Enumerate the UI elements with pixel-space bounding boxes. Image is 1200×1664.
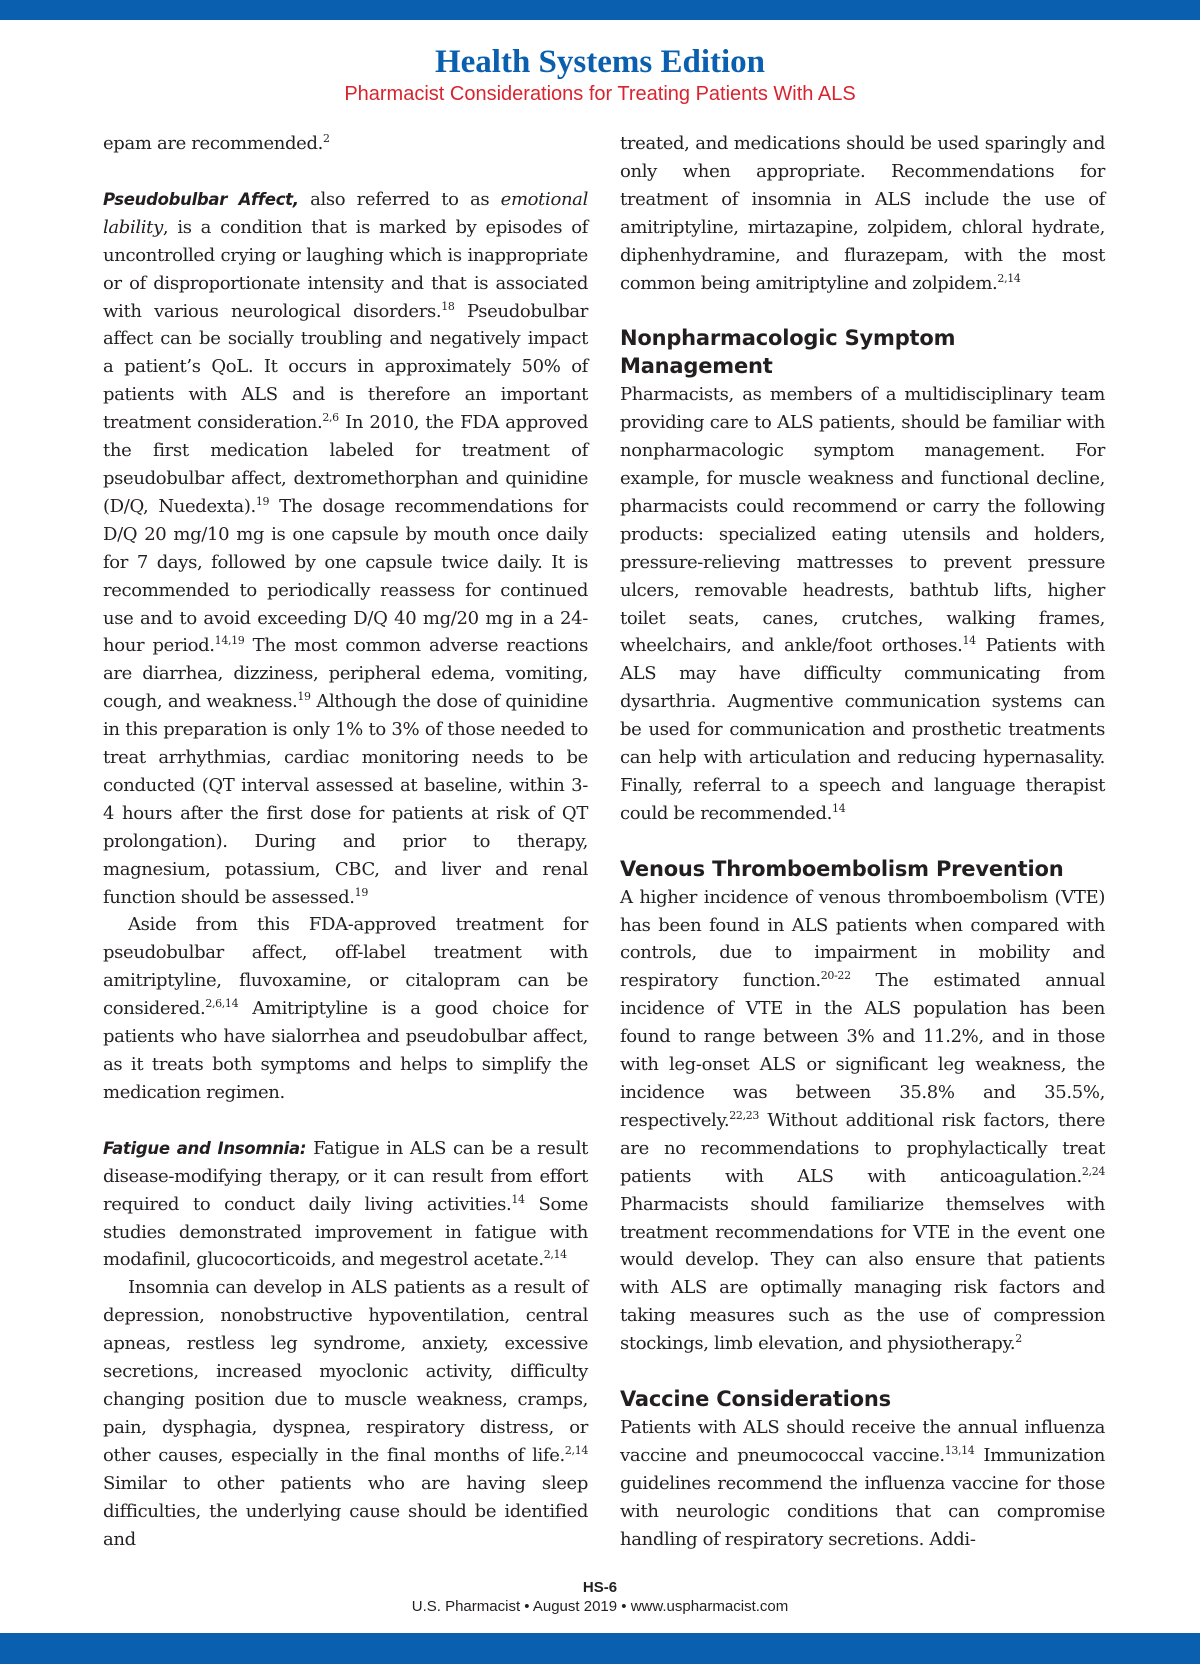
runin-heading-fatigue: Fatigue and Insomnia: — [103, 1138, 307, 1158]
page-footer — [0, 1578, 1200, 1616]
masthead — [0, 42, 1200, 106]
right-column — [620, 130, 1105, 1554]
paragraph-insomnia-continued: treated, and medications should be used sparingly and only when appropriate. Recommendations for treatment of insomnia in ALS include the use of amitriptyline, mirtazapine, zolpidem, chloral hydrate, diphenhydramine, and flurazepam, with the most common being amitriptyline and zolpidem.$^{2,14}$ — [620, 133, 1105, 294]
heading-vte-prevention: Venous Thromboembolism Prevention — [620, 856, 1064, 881]
heading-vaccine: Vaccine Considerations — [620, 1387, 891, 1412]
paragraph-continuation: epam are recommended.$^2$ — [103, 132, 330, 154]
paragraph-pseudobulbar-affect: Pseudobulbar Affect, also referred to as emotional lability, is a condition that is marked by episodes of uncontrolled crying or laughing which is inappropriate or of disproportionate intensity and that is associated with various neurological disorders.$^{18}$ Pseudobulbar affect can be socially troubling and negatively impact a patient’s QoL. It occurs in approximately 50% of patients with ALS and is therefore an important treatment consideration.$^{2,6}$ In 2010, the FDA approved the first medication labeled for treatment of pseudobulbar affect, dextromethorphan and quinidine (D/Q, Nuedexta).$^{19}$ The dosage recommendations for D/Q 20 mg/10 mg is one capsule by mouth once daily for 7 days, followed by one capsule twice daily. It is recommended to periodically reassess for continued use and to avoid exceeding D/Q 40 mg/20 mg in a 24-hour period.$^{14,19}$ The most common adverse reactions are diarrhea, dizziness, peripheral edema, vomiting, cough, and weakness.$^{19}$ Although the dose of quinidine in this preparation is only 1% to 3% of those needed to treat arrhythmias, cardiac monitoring needs to be conducted (QT interval assessed at baseline, within 3-4 hours after the first dose for patients at risk of QT prolongation). During and prior to therapy, magnesium, potassium, CBC, and liver and renal function should be assessed.$^{19}$ — [103, 188, 589, 908]
heading-nonpharmacologic: Nonpharmacologic Symptom Management — [620, 326, 956, 379]
paragraph-nonpharmacologic: Pharmacists, as members of a multidisciplinary team providing care to ALS patients, should be familiar with nonpharmacologic symptom management. For example, for muscle weakness and functional decline, pharmacists could recommend or carry the following products: specialized eating utensils and holders, pressure-relieving mattresses to prevent pressure ulcers, removable headrests, bathtub lifts, higher toilet seats, canes, crutches, walking frames, wheelchairs, and ankle/foot orthoses.$^{14}$ Patients with ALS may have difficulty communicating from dysarthria. Augmentive communication systems can be used for communication and prosthetic treatments can help with articulation and reducing hypernasality. Finally, referral to a speech and language therapist could be recommended.$^{14}$ — [620, 384, 1106, 824]
edition-title: Health Systems Edition — [434, 44, 766, 80]
paragraph-vaccine: Patients with ALS should receive the annual influenza vaccine and pneumococcal vaccine.$^{13,14}$ Immunization guidelines recommend the influenza vaccine for those with neurologic conditions that can compromise handling of respiratory secretions. Addi- — [620, 1416, 1105, 1550]
top-color-bar — [0, 0, 1200, 20]
runin-heading-pseudobulbar: Pseudobulbar Affect, — [103, 189, 299, 209]
publication-line: U.S. Pharmacist • August 2019 • www.uspharmacist.com — [411, 1598, 789, 1615]
paragraph-off-label: Aside from this FDA-approved treatment for pseudobulbar affect, off-label treatment with amitriptyline, fluvoxamine, or citalopram can be considered.$^{2,6,14}$ Amitriptyline is a good choice for patients who have sialorrhea and pseudobulbar affect, as it treats both symptoms and helps to simplify the medication regimen. — [103, 914, 588, 1103]
article-subtitle: Pharmacist Considerations for Treating Patients With ALS — [344, 83, 856, 105]
paragraph-vte: A higher incidence of venous thromboembolism (VTE) has been found in ALS patients when compared with controls, due to impairment in mobility and respiratory function.$^{20-22}$ The estimated annual incidence of VTE in the ALS population has been found to range between 3% and 11.2%, and in those with leg-onset ALS or significant leg weakness, the incidence was between 35.8% and 35.5%, respectively.$^{22,23}$ Without additional risk factors, there are no recommendations to prophylactically treat patients with ALS with anticoagulation.$^{2,24}$ Pharmacists should familiarize themselves with treatment recommendations for VTE in the event one would develop. They can also ensure that patients with ALS are optimally managing risk factors and taking measures such as the use of compression stockings, limb elevation, and physiotherapy.$^2$ — [620, 886, 1105, 1355]
bottom-color-bar — [0, 1633, 1200, 1664]
paragraph-insomnia: Insomnia can develop in ALS patients as a result of depression, nonobstructive hypoventilation, central apneas, restless leg syndrome, anxiety, excessive secretions, increased myoclonic activity, difficulty changing position due to muscle weakness, cramps, pain, dysphagia, dyspnea, respiratory distress, or other causes, especially in the final months of life.$^{2,14}$ Similar to other patients who are having sleep difficulties, the underlying cause should be identified and — [103, 1277, 588, 1550]
page-number: HS-6 — [582, 1579, 618, 1596]
left-column — [103, 130, 588, 1553]
paragraph-fatigue: Fatigue and Insomnia: Fatigue in ALS can be a result disease-modifying therapy, or it can result from effort required to conduct daily living activities.$^{14}$ Some studies demonstrated improvement in fatigue with modafinil, glucocorticoids, and megestrol acetate.$^{2,14}$ — [103, 1137, 588, 1271]
